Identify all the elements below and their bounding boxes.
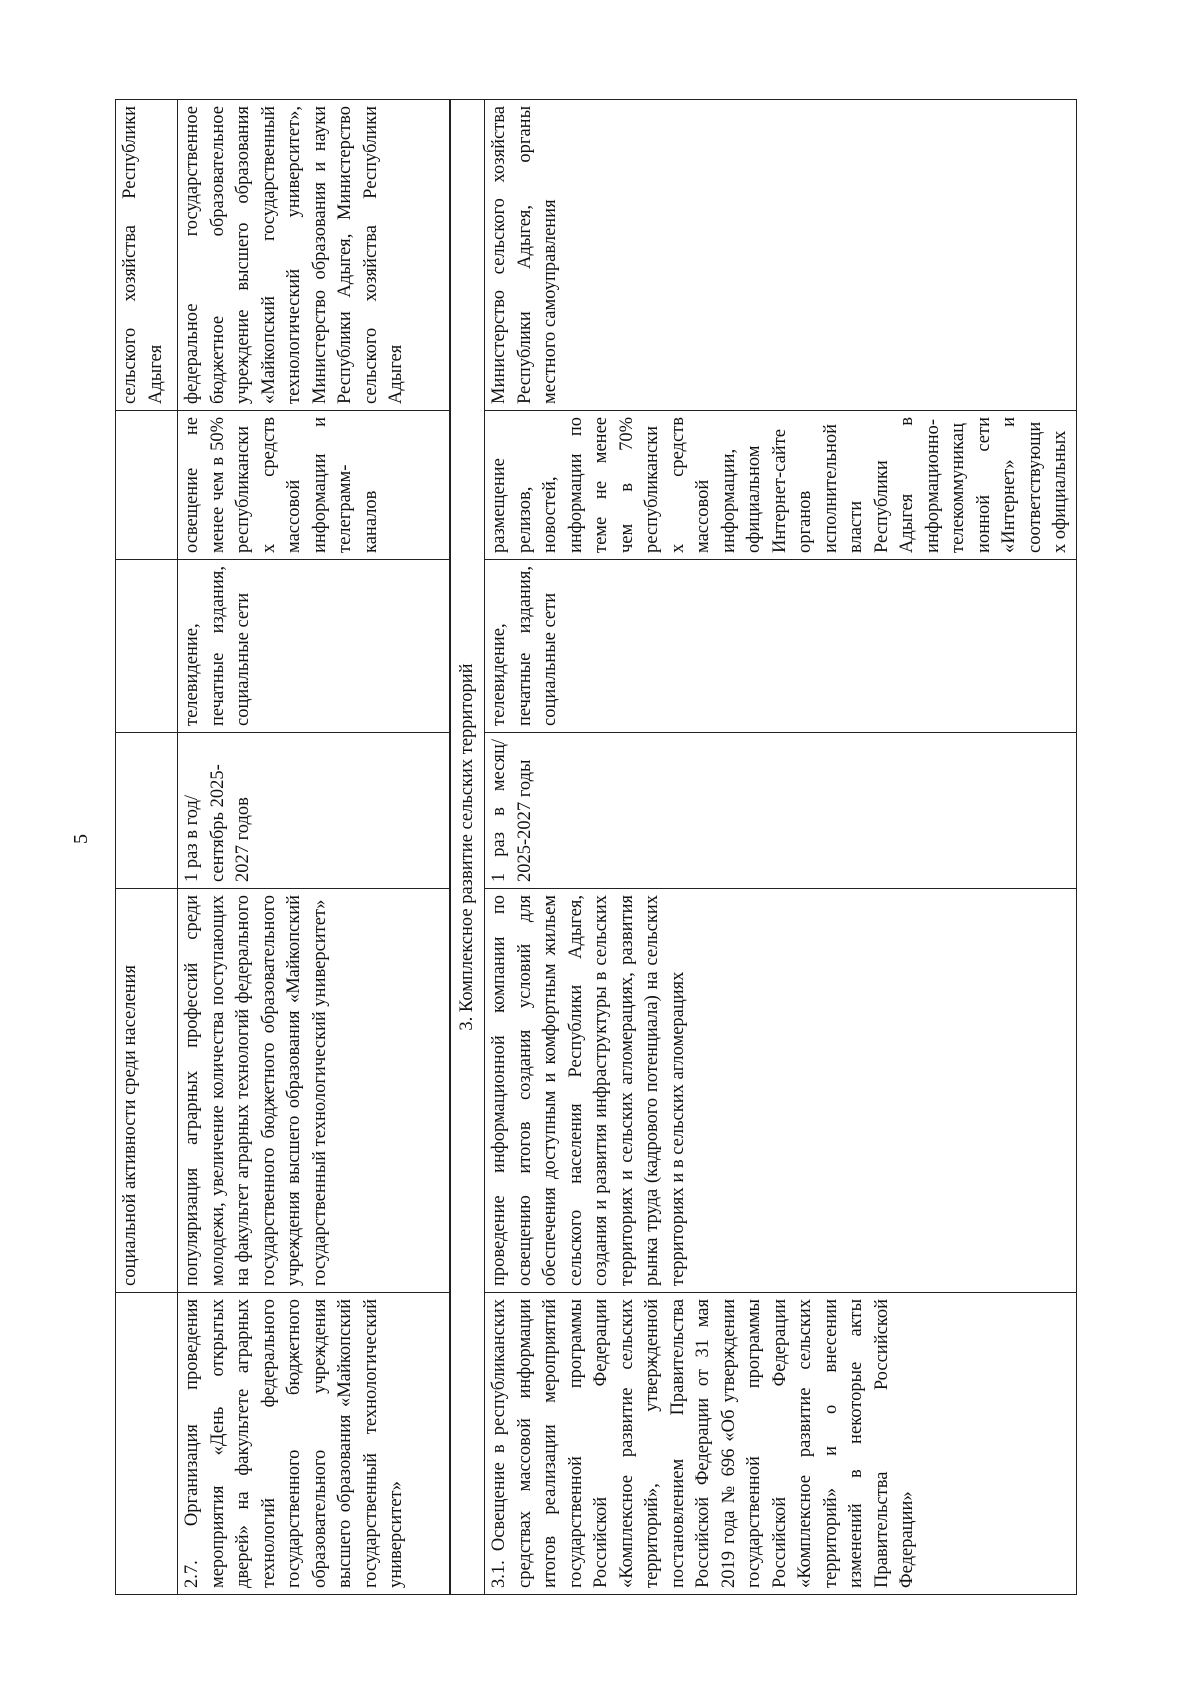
section-header-row bbox=[450, 100, 485, 1595]
table-row bbox=[178, 100, 450, 1595]
cell-responsible: сельского хозяйства Республики Адыгея bbox=[116, 100, 178, 411]
section-title: 3. Комплексное развитие сельских территорий bbox=[450, 100, 485, 1595]
cell-measure: 3.1. Освещение в республиканских средствах массовой информации итогов реализации мероприятий государственной программы Российской Федерации «Комплексное развитие сельских территорий», утвержденной постановлением Правительства Российской Федерации от 31 мая 2019 года № 696 «Об утверждении государственной программы Российской Федерации «Комплексное развитие сельских территорий» и о внесении изменений в некоторые акты Правительства Российской Федерации» bbox=[485, 1293, 1077, 1595]
cell-description: социальной активности среди населения bbox=[116, 889, 178, 1293]
cell-measure: 2.7. Организация проведения мероприятия «День открытых дверей» на факультете аграрных технологий федерального государственного бюджетного образовательного учреждения высшего образования «Майкопский государственный технологический университет» bbox=[178, 1293, 450, 1595]
cell-timing: 1 раз в год/ сентябрь 2025-2027 годов bbox=[178, 733, 450, 889]
table-row bbox=[116, 100, 178, 1595]
table-row bbox=[485, 100, 1077, 1595]
cell-responsible: Министерство сельского хозяйства Республики Адыгея, органы местного самоуправления bbox=[485, 100, 1077, 411]
plan-table bbox=[115, 99, 1077, 1595]
cell-description: популяризация аграрных профессий среди молодежи, увеличение количества поступающих на факультет аграрных технологий федерального государственного бюджетного образовательного учреждения высшего образования «Майкопский государственный технологический университет» bbox=[178, 889, 450, 1293]
cell-timing bbox=[116, 733, 178, 889]
cell-channels: телевидение, печатные издания, социальные сети bbox=[485, 560, 1077, 733]
cell-responsible: федеральное государственное бюджетное образовательное учреждение высшего образования «Майкопский государственный технологический университет», Министерство образования и науки Республики Адыгея, Министерство сельского хозяйства Республики Адыгея bbox=[178, 100, 450, 411]
cell-description: проведение информационной компании по освещению итогов создания условий для обеспечения доступным и комфортным жильем сельского населения Республики Адыгея, создания и развития инфраструктуры в сельских территориях и сельских агломерациях, развития рынка труда (кадрового потенциала) на сельских территориях и в сельских агломерациях bbox=[485, 889, 1077, 1293]
cell-indicator: размещение релизов, новостей, информации по теме не менее чем в 70% республиканских средств массовой информации, официальном Интернет-сайте органов исполнительной власти Республики Адыгея в информационно-телекоммуникационной сети «Интернет» и соответствующих официальных bbox=[485, 411, 1077, 560]
cell-channels bbox=[116, 560, 178, 733]
cell-indicator bbox=[116, 411, 178, 560]
cell-channels: телевидение, печатные издания, социальные сети bbox=[178, 560, 450, 733]
cell-measure bbox=[116, 1293, 178, 1595]
cell-timing: 1 раз в месяц/ 2025-2027 годы bbox=[485, 733, 1077, 889]
page-number: 5 bbox=[70, 834, 92, 844]
rotated-table-wrapper bbox=[115, 100, 1125, 1595]
cell-indicator: освещение не менее чем в 50% республиканских средств массовой информации и телеграмм-каналов bbox=[178, 411, 450, 560]
